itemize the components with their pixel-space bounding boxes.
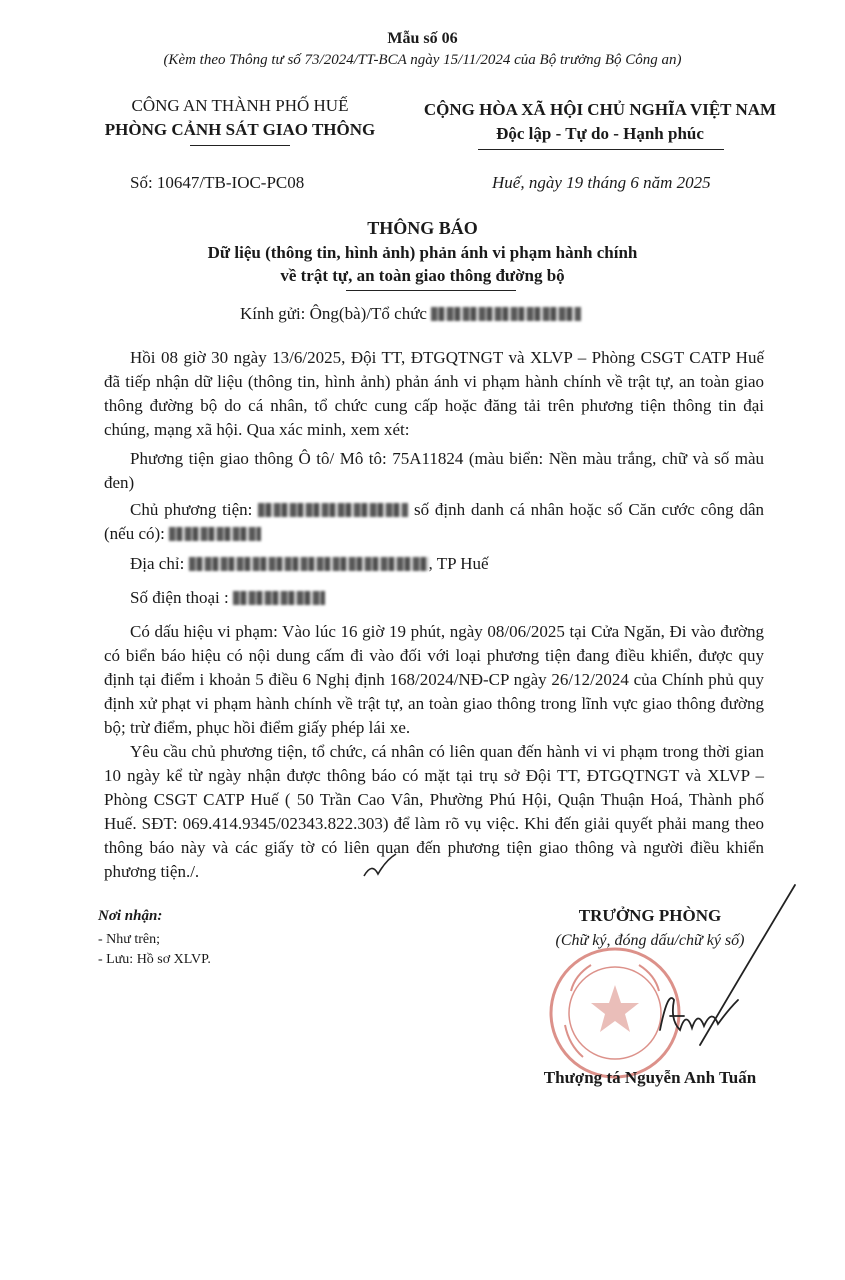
notice-subtitle-1: Dữ liệu (thông tin, hình ảnh) phản ánh vi phạm hành chính [207, 243, 638, 262]
notice-subtitle-2: về trật tự, an toàn giao thông đường bộ [280, 266, 565, 285]
owner-paragraph [104, 498, 764, 546]
address-city: , TP Huế [428, 554, 489, 573]
signer-role: TRƯỞNG PHÒNG [578, 906, 722, 925]
recipient-label: Kính gửi: Ông(bà)/Tổ chức [240, 304, 427, 323]
signature-note: (Chữ ký, đóng dấu/chữ ký số) [555, 932, 745, 949]
title-underline [346, 290, 516, 291]
document-number: Số: 10647/TB-IOC-PC08 [130, 173, 305, 192]
owner-id-label: số định danh cá nhân hoặc số Căn cước công dân (nếu có): [104, 500, 765, 543]
agency-parent: CÔNG AN THÀNH PHỐ HUẾ [131, 96, 349, 115]
motto-underline [478, 149, 724, 150]
recipients-heading: Nơi nhận: [98, 908, 163, 924]
redacted-owner-id [169, 527, 261, 541]
recipients-item-1: - Như trên; [98, 932, 161, 947]
intro-paragraph: Hồi 08 giờ 30 ngày 13/6/2025, Đội TT, ĐTGQTNGT và XLVP – Phòng CSGT CATP Huế đã tiếp nhận dữ liệu (thông tin, hình ảnh) phản ánh vi phạm hành chính về trật tự, an toàn giao thông đường bộ do cá nhân, tổ chức cung cấp hoặc đăng tải trên phương tiện thông tin đại chúng, mạng xã hội. Qua xác minh, xem xét: [104, 348, 764, 439]
place-date: Huế, ngày 19 tháng 6 năm 2025 [492, 173, 711, 192]
redacted-address [189, 557, 429, 571]
agency-underline [190, 145, 290, 146]
agency-name: PHÒNG CẢNH SÁT GIAO THÔNG [104, 120, 376, 139]
redacted-phone [233, 591, 325, 605]
redacted-recipient [431, 307, 581, 321]
violation-paragraph: Có dấu hiệu vi phạm: Vào lúc 16 giờ 19 phút, ngày 08/06/2025 tại Cửa Ngăn, Đi vào đường có biển báo hiệu có nội dung cấm đi vào đối với loại phương tiện đang điều khiển, được quy định tại điểm i khoản 5 điều 6 Nghị định 168/2024/NĐ-CP ngày 26/12/2024 của Chính phủ quy định xử phạt vi phạm hành chính về trật tự, an toàn giao thông trong lĩnh vực giao thông đường bộ; trừ điểm, phục hồi điểm giấy phép lái xe. [104, 622, 764, 737]
address-line [130, 552, 489, 576]
owner-label: Chủ phương tiện: [130, 500, 253, 519]
phone-line [130, 586, 325, 610]
redacted-owner-name [258, 503, 408, 517]
handwritten-signature [640, 880, 800, 1050]
vehicle-paragraph: Phương tiện giao thông Ô tô/ Mô tô: 75A11824 (màu biển: Nền màu trắng, chữ và số màu đen) [104, 449, 764, 492]
recipient-line [240, 302, 581, 326]
address-label: Địa chỉ: [130, 554, 185, 573]
recipients-item-2: - Lưu: Hồ sơ XLVP. [98, 952, 211, 967]
signer-name: Thượng tá Nguyễn Anh Tuấn [543, 1068, 757, 1087]
national-motto: Độc lập - Tự do - Hạnh phúc [496, 124, 704, 143]
national-title: CỘNG HÒA XÃ HỘI CHỦ NGHĨA VIỆT NAM [423, 100, 777, 119]
end-mark [360, 852, 400, 882]
phone-label: Số điện thoại : [130, 588, 229, 607]
notice-title: THÔNG BÁO [367, 218, 478, 238]
form-number: Mẫu số 06 [387, 30, 458, 47]
form-attachment: (Kèm theo Thông tư số 73/2024/TT-BCA ngày 15/11/2024 của Bộ trưởng Bộ Công an) [163, 52, 682, 68]
request-paragraph: Yêu cầu chủ phương tiện, tổ chức, cá nhân có liên quan đến hành vi vi phạm trong thời gian 10 ngày kể từ ngày nhận được thông báo có mặt tại trụ sở Đội TT, ĐTGQTNGT và XLVP – Phòng CSGT CATP Huế ( 50 Trần Cao Vân, Phường Phú Hội, Quận Thuận Hoá, Thành phố Huế. SĐT: 069.414.9345/02343.822.303) để làm rõ vụ việc. Khi đến giải quyết phải mang theo thông báo này và các giấy tờ có liên quan đến phương tiện giao thông và người điều khiển phương tiện./. [104, 742, 764, 881]
